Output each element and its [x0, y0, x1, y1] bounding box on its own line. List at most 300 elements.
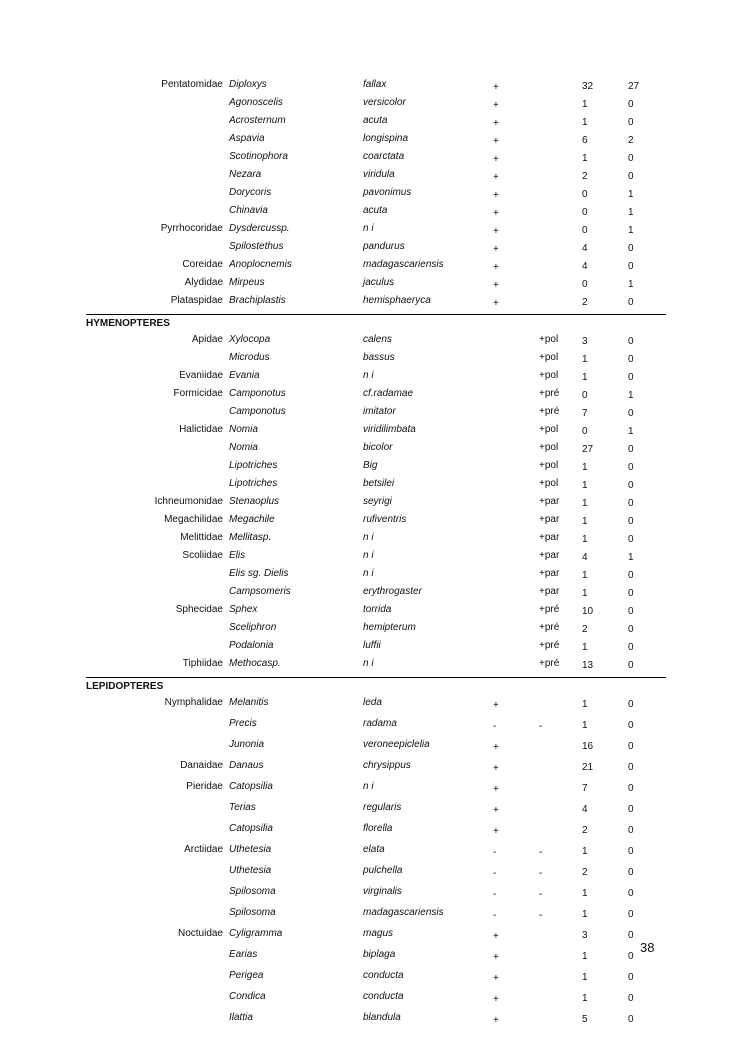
mark-a-cell	[493, 407, 539, 425]
species-cell: acuta	[363, 205, 388, 216]
species-cell: torrida	[363, 604, 392, 615]
count-b-cell: 0	[628, 261, 634, 272]
table-row	[86, 479, 666, 497]
count-b-cell: 0	[628, 825, 634, 836]
mark-a-cell	[493, 569, 539, 587]
family-cell: Pentatomidae	[161, 79, 223, 90]
count-a-cell: 1	[582, 642, 588, 653]
genus-cell: Camponotus	[229, 388, 286, 399]
count-b-cell: 0	[628, 372, 634, 383]
genus-cell: Camponotus	[229, 406, 286, 417]
species-cell: viridilimbata	[363, 424, 416, 435]
count-b-cell: 0	[628, 741, 634, 752]
mark-b-cell	[539, 80, 582, 98]
genus-cell: Sceliphron	[229, 622, 277, 633]
mark-a-cell: -	[493, 721, 497, 732]
mark-a-cell	[493, 515, 539, 533]
species-cell: regularis	[363, 802, 402, 813]
count-a-cell: 13	[582, 659, 628, 678]
count-a-cell: 0	[582, 390, 588, 401]
mark-a-cell: +	[493, 784, 499, 795]
species-cell: elata	[363, 844, 385, 855]
table-row	[86, 992, 666, 1013]
section-title: HYMENOPTERES	[86, 315, 666, 336]
mark-a-cell: +	[493, 280, 499, 291]
genus-cell: Precis	[229, 718, 257, 729]
mark-a-cell	[493, 425, 539, 443]
species-cell: blandula	[363, 1012, 401, 1023]
count-a-cell: 0	[582, 225, 588, 236]
species-cell: pulchella	[363, 865, 403, 876]
count-b-cell: 1	[628, 426, 634, 437]
mark-b-cell: +pol	[539, 424, 559, 435]
mark-b-cell	[539, 116, 582, 134]
table-row	[86, 866, 666, 887]
species-cell: longispina	[363, 133, 409, 144]
family-cell: Noctuidae	[177, 928, 223, 939]
family-cell: Ichneumonidae	[154, 496, 223, 507]
family-cell	[86, 866, 229, 887]
mark-a-cell: +	[493, 973, 499, 984]
table-row	[86, 296, 666, 315]
mark-b-cell	[539, 971, 582, 992]
table-row	[86, 803, 666, 824]
family-cell: Danaidae	[180, 760, 223, 771]
mark-a-cell	[493, 353, 539, 371]
mark-b-cell: +pré	[539, 388, 560, 399]
count-b-cell: 0	[628, 699, 634, 710]
family-cell	[86, 887, 229, 908]
genus-cell: Dorycoris	[229, 187, 272, 198]
count-b-cell: 0	[628, 762, 634, 773]
count-b-cell: 0	[628, 516, 634, 527]
mark-b-cell	[539, 188, 582, 206]
genus-cell: Lipotriches	[229, 478, 278, 489]
family-cell	[86, 740, 229, 761]
genus-cell: Aspavia	[229, 133, 265, 144]
count-b-cell: 1	[628, 552, 634, 563]
mark-b-cell: +par	[539, 514, 560, 525]
table-row	[86, 497, 666, 515]
mark-b-cell: -	[539, 889, 543, 900]
count-a-cell: 1	[582, 699, 588, 710]
count-a-cell: 1	[582, 534, 588, 545]
species-cell: luffii	[363, 640, 381, 651]
mark-a-cell	[493, 335, 539, 353]
family-cell	[86, 353, 229, 371]
mark-b-cell: +pré	[539, 604, 560, 615]
mark-a-cell: +	[493, 763, 499, 774]
count-a-cell: 4	[582, 243, 588, 254]
family-cell	[86, 824, 229, 845]
family-cell	[86, 479, 229, 497]
genus-cell: Condica	[229, 991, 266, 1002]
table-row	[86, 1013, 666, 1034]
species-cell: veroneepiclelia	[363, 739, 430, 750]
genus-cell: Brachiplastis	[229, 296, 363, 315]
species-cell: n i	[363, 550, 374, 561]
family-cell	[86, 803, 229, 824]
genus-cell: Catopsilia	[229, 823, 273, 834]
count-b-cell: 0	[628, 534, 634, 545]
mark-b-cell	[539, 761, 582, 782]
count-a-cell: 1	[582, 588, 588, 599]
mark-b-cell	[539, 929, 582, 950]
family-cell	[86, 950, 229, 971]
count-b-cell: 1	[628, 189, 634, 200]
mark-b-cell	[539, 1013, 582, 1034]
species-cell: betsilei	[363, 478, 395, 489]
count-b-cell: 0	[628, 846, 634, 857]
mark-a-cell: -	[493, 868, 497, 879]
family-cell	[86, 971, 229, 992]
count-b-cell: 0	[628, 804, 634, 815]
mark-a-cell	[493, 659, 539, 678]
table-row	[86, 551, 666, 569]
table-row	[86, 116, 666, 134]
count-a-cell: 1	[582, 570, 588, 581]
count-a-cell: 7	[582, 408, 588, 419]
genus-cell: Sphex	[229, 604, 258, 615]
count-b-cell: 0	[628, 867, 634, 878]
species-cell: hemisphaeryca	[363, 296, 493, 315]
species-cell: madagascariensis	[363, 907, 444, 918]
genus-cell: Elis sg. Dielis	[229, 568, 289, 579]
family-cell: Sphecidae	[175, 604, 223, 615]
mark-b-cell	[539, 260, 582, 278]
mark-a-cell	[493, 461, 539, 479]
mark-a-cell: -	[493, 910, 497, 921]
count-a-cell: 21	[582, 762, 594, 773]
species-cell: jaculus	[363, 277, 395, 288]
section-title: LEPIDOPTERES	[86, 678, 666, 699]
table-row	[86, 425, 666, 443]
section-header	[86, 315, 666, 336]
mark-b-cell: +par	[539, 550, 560, 561]
mark-a-cell	[493, 623, 539, 641]
count-a-cell: 6	[582, 135, 588, 146]
species-cell: conducta	[363, 970, 404, 981]
species-cell: Big	[363, 460, 378, 471]
species-cell: n i	[363, 370, 374, 381]
family-cell	[86, 134, 229, 152]
count-b-cell: 0	[628, 444, 634, 455]
mark-b-cell: -	[539, 721, 543, 732]
species-cell: rufiventris	[363, 514, 407, 525]
count-b-cell: 0	[628, 99, 634, 110]
genus-cell: Ilattia	[229, 1012, 253, 1023]
table-row	[86, 353, 666, 371]
genus-cell: Megachile	[229, 514, 275, 525]
genus-cell: Methocasp.	[229, 659, 363, 678]
table-row	[86, 845, 666, 866]
family-cell	[86, 188, 229, 206]
mark-a-cell	[493, 479, 539, 497]
mark-b-cell	[539, 782, 582, 803]
table-row	[86, 908, 666, 929]
mark-a-cell: +	[493, 296, 539, 315]
count-b-cell: 0	[628, 354, 634, 365]
family-cell: Melittidae	[180, 532, 223, 543]
mark-b-cell	[539, 278, 582, 296]
species-cell: n i	[363, 659, 493, 678]
genus-cell: Scotinophora	[229, 151, 288, 162]
table-row	[86, 335, 666, 353]
table-row	[86, 80, 666, 98]
genus-cell: Campsomeris	[229, 586, 291, 597]
genus-cell: Acrosternum	[229, 115, 286, 126]
table-row	[86, 278, 666, 296]
family-cell	[86, 443, 229, 461]
mark-a-cell: +	[493, 82, 499, 93]
count-a-cell: 1	[582, 480, 588, 491]
mark-a-cell: +	[493, 190, 499, 201]
genus-cell: Uthetesia	[229, 865, 272, 876]
table-row	[86, 389, 666, 407]
count-a-cell: 1	[582, 846, 588, 857]
family-cell: Apidae	[191, 334, 223, 345]
count-a-cell: 1	[582, 972, 588, 983]
section-header	[86, 678, 666, 699]
table-row	[86, 698, 666, 719]
mark-a-cell: +	[493, 931, 499, 942]
count-a-cell: 0	[582, 279, 588, 290]
count-a-cell: 1	[582, 993, 588, 1004]
mark-b-cell: +par	[539, 496, 560, 507]
family-cell: Pieridae	[186, 781, 223, 792]
genus-cell: Mirpeus	[229, 277, 265, 288]
genus-cell: Junonia	[229, 739, 265, 750]
count-a-cell: 2	[582, 825, 588, 836]
species-table-body	[86, 80, 666, 1034]
family-cell: Scoliidae	[182, 550, 223, 561]
genus-cell: Lipotriches	[229, 460, 278, 471]
species-cell: erythrogaster	[363, 586, 422, 597]
count-a-cell: 2	[582, 296, 628, 315]
family-cell	[86, 908, 229, 929]
count-b-cell: 0	[628, 783, 634, 794]
count-a-cell: 3	[582, 930, 588, 941]
species-cell: fallax	[363, 79, 387, 90]
mark-b-cell	[539, 950, 582, 971]
species-cell: seyrigi	[363, 496, 392, 507]
species-cell: conducta	[363, 991, 404, 1002]
mark-a-cell: +	[493, 118, 499, 129]
count-b-cell: 0	[628, 888, 634, 899]
count-b-cell: 0	[628, 153, 634, 164]
species-cell: madagascariensis	[363, 259, 444, 270]
mark-b-cell	[539, 803, 582, 824]
mark-a-cell: +	[493, 952, 499, 963]
mark-b-cell: +pol	[539, 352, 559, 363]
mark-a-cell: +	[493, 100, 499, 111]
mark-b-cell	[539, 98, 582, 116]
genus-cell: Spilostethus	[229, 241, 284, 252]
table-row	[86, 659, 666, 678]
count-b-cell: 0	[628, 480, 634, 491]
mark-a-cell: +	[493, 826, 499, 837]
family-cell	[86, 719, 229, 740]
genus-cell: Mellitasp.	[229, 532, 272, 543]
count-b-cell: 0	[628, 909, 634, 920]
mark-a-cell: +	[493, 172, 499, 183]
genus-cell: Perigea	[229, 970, 264, 981]
species-cell: acuta	[363, 115, 388, 126]
mark-b-cell	[539, 698, 582, 719]
species-cell: cf.radamae	[363, 388, 414, 399]
mark-b-cell: +pol	[539, 478, 559, 489]
count-a-cell: 32	[582, 81, 594, 92]
count-b-cell: 0	[628, 642, 634, 653]
mark-b-cell	[539, 152, 582, 170]
family-cell	[86, 242, 229, 260]
species-cell: pavonimus	[363, 187, 412, 198]
count-a-cell: 2	[582, 171, 588, 182]
species-cell: viridula	[363, 169, 395, 180]
count-b-cell: 0	[628, 117, 634, 128]
table-row	[86, 206, 666, 224]
species-table	[86, 80, 666, 1034]
count-a-cell: 2	[582, 624, 588, 635]
table-row	[86, 740, 666, 761]
count-a-cell: 1	[582, 99, 588, 110]
genus-cell: Evania	[229, 370, 260, 381]
count-a-cell: 1	[582, 462, 588, 473]
count-b-cell: 1	[628, 225, 634, 236]
count-b-cell: 0	[628, 606, 634, 617]
mark-a-cell: +	[493, 136, 499, 147]
family-cell	[86, 407, 229, 425]
count-b-cell: 0	[628, 336, 634, 347]
table-row	[86, 515, 666, 533]
species-cell: pandurus	[363, 241, 405, 252]
mark-b-cell	[539, 206, 582, 224]
table-row	[86, 134, 666, 152]
mark-a-cell	[493, 605, 539, 623]
family-cell	[86, 623, 229, 641]
species-cell: florella	[363, 823, 393, 834]
table-row	[86, 569, 666, 587]
mark-a-cell: +	[493, 805, 499, 816]
genus-cell: Nezara	[229, 169, 262, 180]
count-b-cell: 1	[628, 207, 634, 218]
table-row	[86, 371, 666, 389]
mark-a-cell	[493, 389, 539, 407]
count-b-cell: 0	[628, 171, 634, 182]
mark-a-cell: +	[493, 742, 499, 753]
mark-b-cell: -	[539, 868, 543, 879]
count-a-cell: 4	[582, 261, 588, 272]
genus-cell: Agonoscelis	[229, 97, 283, 108]
count-b-cell: 0	[628, 972, 634, 983]
species-cell: virginalis	[363, 886, 402, 897]
count-b-cell: 0	[628, 930, 634, 941]
genus-cell: Nomia	[229, 424, 258, 435]
mark-a-cell: +	[493, 226, 499, 237]
count-b-cell: 2	[628, 135, 634, 146]
count-a-cell: 1	[582, 951, 588, 962]
count-a-cell: 4	[582, 804, 588, 815]
mark-b-cell	[539, 170, 582, 188]
mark-b-cell: +pré	[539, 640, 560, 651]
mark-a-cell	[493, 533, 539, 551]
species-cell: coarctata	[363, 151, 405, 162]
mark-b-cell	[539, 992, 582, 1013]
family-cell: Formicidae	[173, 388, 223, 399]
table-row	[86, 152, 666, 170]
mark-b-cell	[539, 224, 582, 242]
family-cell	[86, 152, 229, 170]
genus-cell: Terias	[229, 802, 256, 813]
table-row	[86, 188, 666, 206]
mark-a-cell	[493, 443, 539, 461]
table-row	[86, 443, 666, 461]
table-row	[86, 641, 666, 659]
family-cell	[86, 206, 229, 224]
family-cell: Arctiidae	[184, 844, 223, 855]
count-a-cell: 10	[582, 606, 594, 617]
table-row	[86, 98, 666, 116]
table-row	[86, 929, 666, 950]
table-row	[86, 242, 666, 260]
count-b-cell: 0	[628, 296, 666, 315]
species-cell: biplaga	[363, 949, 396, 960]
mark-b-cell: +par	[539, 532, 560, 543]
genus-cell: Melanitis	[229, 697, 269, 708]
mark-a-cell	[493, 371, 539, 389]
table-row	[86, 587, 666, 605]
family-cell	[86, 641, 229, 659]
family-cell: Megachilidae	[164, 514, 223, 525]
genus-cell: Diploxys	[229, 79, 267, 90]
count-a-cell: 1	[582, 720, 588, 731]
family-cell: Alydidae	[184, 277, 223, 288]
mark-a-cell: -	[493, 847, 497, 858]
table-row	[86, 761, 666, 782]
count-a-cell: 7	[582, 783, 588, 794]
count-b-cell: 0	[628, 243, 634, 254]
table-row	[86, 170, 666, 188]
table-row	[86, 533, 666, 551]
family-cell: Nymphalidae	[164, 697, 223, 708]
mark-b-cell: +pol	[539, 334, 559, 345]
mark-a-cell: +	[493, 154, 499, 165]
genus-cell: Xylocopa	[229, 334, 271, 345]
count-a-cell: 4	[582, 552, 588, 563]
family-cell: Tiphiidae	[86, 659, 229, 678]
species-cell: imitator	[363, 406, 396, 417]
mark-b-cell: +par	[539, 568, 560, 579]
mark-b-cell: +pré	[539, 622, 560, 633]
table-row	[86, 824, 666, 845]
mark-a-cell: +	[493, 700, 499, 711]
genus-cell: Catopsilia	[229, 781, 273, 792]
family-cell	[86, 992, 229, 1013]
count-b-cell: 0	[628, 624, 634, 635]
count-b-cell: 27	[628, 81, 640, 92]
mark-b-cell	[539, 296, 582, 315]
species-cell: hemipterum	[363, 622, 416, 633]
species-cell: bicolor	[363, 442, 393, 453]
count-b-cell: 0	[628, 498, 634, 509]
count-a-cell: 1	[582, 516, 588, 527]
mark-b-cell	[539, 134, 582, 152]
table-row	[86, 623, 666, 641]
genus-cell: Dysdercussp.	[229, 223, 290, 234]
family-cell	[86, 170, 229, 188]
table-row	[86, 605, 666, 623]
count-b-cell: 0	[628, 951, 634, 962]
